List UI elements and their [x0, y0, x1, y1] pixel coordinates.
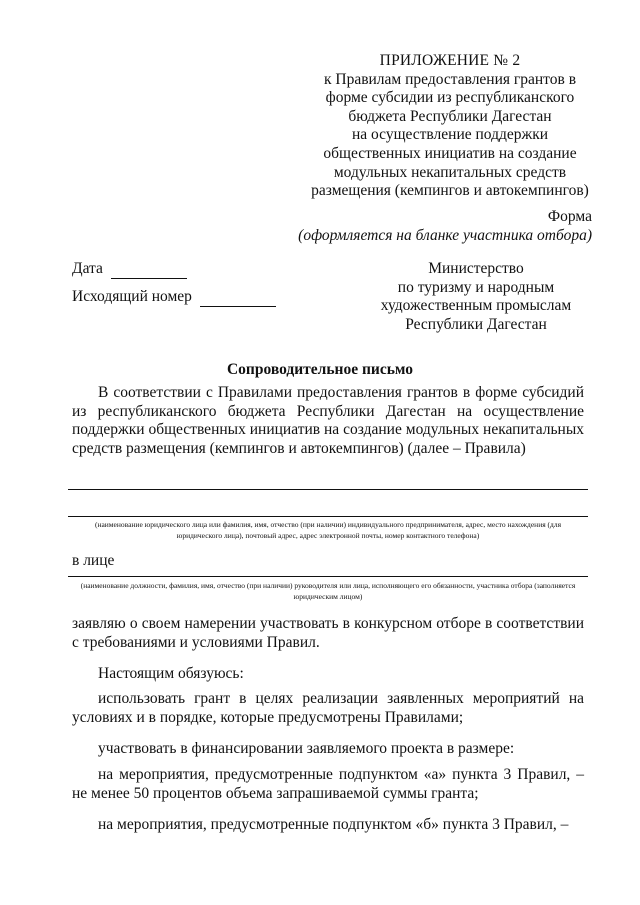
- use-grant-paragraph: использовать грант в целях реализации заявленных мероприятий на условиях и в порядке, которые предусмотрены Правилами;: [72, 690, 584, 726]
- applicant-caption: (наименование юридического лица или фамилия, имя, отчество (при наличии) индивидуального предпринимателя, адрес, место нахождения (для юридического лица), почтовый адрес, адрес электронной почты, номер контактного телефона): [94, 520, 562, 540]
- item-b-paragraph: на мероприятия, предусмотренные подпунктом «б» пункта 3 Правил, –: [98, 816, 569, 833]
- applicant-name-line[interactable]: [68, 489, 588, 490]
- letter-heading: Сопроводительное письмо: [226, 361, 414, 378]
- date-label: Дата: [72, 260, 103, 277]
- addressee-line: Министерство: [428, 260, 524, 277]
- applicant-name-line-2[interactable]: [68, 516, 588, 517]
- annex-title: ПРИЛОЖЕНИЕ № 2: [379, 52, 521, 69]
- outgoing-number-row: [72, 288, 276, 316]
- annex-line: форме субсидии из республиканского: [325, 89, 575, 107]
- letter-meta: [72, 260, 276, 316]
- representative-line[interactable]: [68, 576, 588, 577]
- annex-line: на осуществление поддержки: [351, 126, 549, 144]
- item-a-paragraph: на мероприятия, предусмотренные подпунктом «а» пункта 3 Правил, – не менее 50 процентов объема запрашиваемой суммы гранта;: [72, 766, 584, 802]
- addressee-line: по туризму и народным: [397, 278, 555, 296]
- annex-line: к Правилам предоставления грантов в: [323, 70, 577, 88]
- annex-line: бюджета Республики Дагестан: [348, 107, 552, 125]
- addressee-line: Республики Дагестан: [405, 315, 547, 333]
- annex-header: [300, 52, 600, 201]
- addressee-line: художественным промыслам: [380, 297, 572, 315]
- intro-paragraph: В соответствии с Правилами предоставления грантов в форме субсидий из республиканского бюджета Республики Дагестан на осуществление поддержки общественных инициатив на создание модульных некапитальных средств размещения (кемпингов и автокемпингов) (далее – Правила): [72, 384, 584, 457]
- in-person-label: в лице: [72, 552, 115, 569]
- form-note: (оформляется на бланке участника отбора): [298, 226, 592, 244]
- addressee-block: [354, 260, 598, 334]
- form-label-block: [272, 208, 592, 245]
- annex-line: общественных инициатив на создание: [323, 144, 577, 162]
- representative-caption: (наименование должности, фамилия, имя, отчество (при наличии) руководителя или лица, исполняющего его обязанности, участника отбора (заполняется юридическим лицом): [80, 581, 576, 601]
- annex-line: размещения (кемпингов и автокемпингов): [311, 182, 589, 200]
- declaration-paragraph: заявляю о своем намерении участвовать в конкурсном отборе в соответствии с требованиями и условиями Правил.: [72, 615, 584, 651]
- participate-paragraph: участвовать в финансировании заявляемого проекта в размере:: [98, 740, 515, 757]
- form-label: Форма: [547, 208, 592, 225]
- outgoing-number-blank-field[interactable]: [200, 292, 276, 307]
- annex-line: модульных некапитальных средств: [333, 163, 567, 181]
- outgoing-number-label: Исходящий номер: [72, 288, 192, 305]
- obligation-heading: Настоящим обязуюсь:: [98, 665, 244, 682]
- date-row: [72, 260, 276, 288]
- date-blank-field[interactable]: [111, 264, 187, 279]
